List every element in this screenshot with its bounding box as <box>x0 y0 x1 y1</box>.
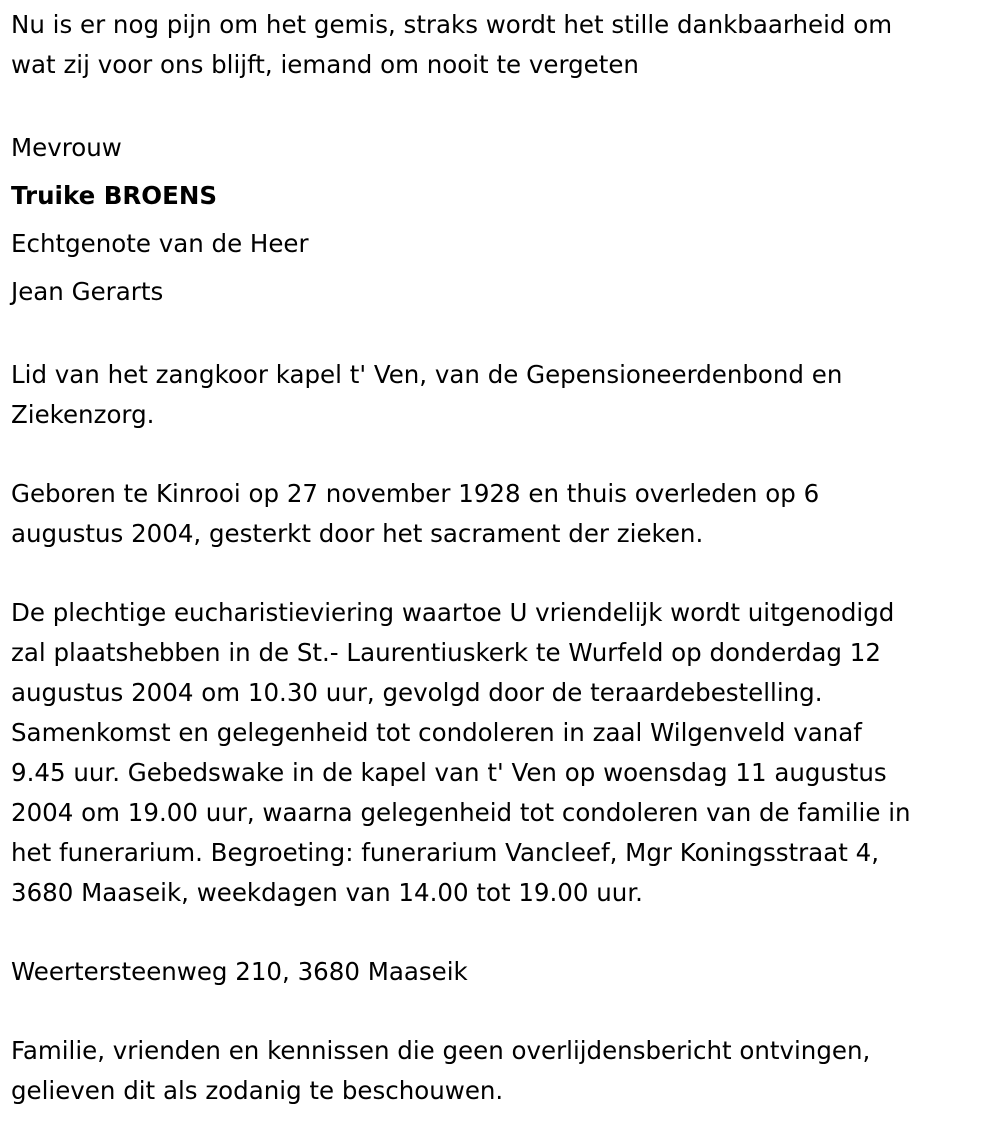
notice-paragraph <box>11 1031 996 1111</box>
memorial-quote <box>11 5 996 85</box>
ceremony-line: 3680 Maaseik, weekdagen van 14.00 tot 19.00 uur. <box>11 878 643 907</box>
deceased-name: Truike BROENS <box>11 181 217 210</box>
obituary-text <box>11 5 996 1111</box>
notice-line: gelieven dit als zodanig te beschouwen. <box>11 1076 504 1105</box>
ceremony-line: De plechtige eucharistieviering waartoe U vriendelijk wordt uitgenodigd <box>11 598 895 627</box>
paragraph-gap <box>11 316 996 355</box>
paragraph-gap <box>11 992 996 1031</box>
paragraph-gap <box>11 85 996 124</box>
membership-line: Lid van het zangkoor kapel t' Ven, van de Gepensioneerdenbond en <box>11 360 843 389</box>
ceremony-line: augustus 2004 om 10.30 uur, gevolgd door de teraardebestelling. <box>11 678 823 707</box>
birth-death-line: Geboren te Kinrooi op 27 november 1928 en thuis overleden op 6 <box>11 479 820 508</box>
membership-paragraph <box>11 355 996 435</box>
relation: Echtgenote van de Heer <box>11 229 309 258</box>
paragraph-gap <box>11 913 996 952</box>
paragraph-gap <box>11 435 996 474</box>
ceremony-line: het funerarium. Begroeting: funerarium Vancleef, Mgr Koningsstraat 4, <box>11 838 879 867</box>
membership-line: Ziekenzorg. <box>11 400 155 429</box>
birth-death-line: augustus 2004, gesterkt door het sacrament der zieken. <box>11 519 704 548</box>
salutation: Mevrouw <box>11 133 122 162</box>
home-address: Weertersteenweg 210, 3680 Maaseik <box>11 957 468 986</box>
ceremony-line: zal plaatshebben in de St.- Laurentiuskerk te Wurfeld op donderdag 12 <box>11 638 881 667</box>
spouse-name: Jean Gerarts <box>11 277 164 306</box>
ceremony-paragraph <box>11 593 996 913</box>
ceremony-line: Samenkomst en gelegenheid tot condoleren in zaal Wilgenveld vanaf <box>11 718 862 747</box>
quote-line: wat zij voor ons blijft, iemand om nooit te vergeten <box>11 50 639 79</box>
ceremony-line: 9.45 uur. Gebedswake in de kapel van t' Ven op woensdag 11 augustus <box>11 758 887 787</box>
notice-line: Familie, vrienden en kennissen die geen overlijdensbericht ontvingen, <box>11 1036 871 1065</box>
ceremony-line: 2004 om 19.00 uur, waarna gelegenheid tot condoleren van de familie in <box>11 798 911 827</box>
person-block <box>11 124 996 316</box>
address-paragraph <box>11 952 996 992</box>
birth-death-paragraph <box>11 474 996 554</box>
quote-line: Nu is er nog pijn om het gemis, straks wordt het stille dankbaarheid om <box>11 10 893 39</box>
paragraph-gap <box>11 554 996 593</box>
